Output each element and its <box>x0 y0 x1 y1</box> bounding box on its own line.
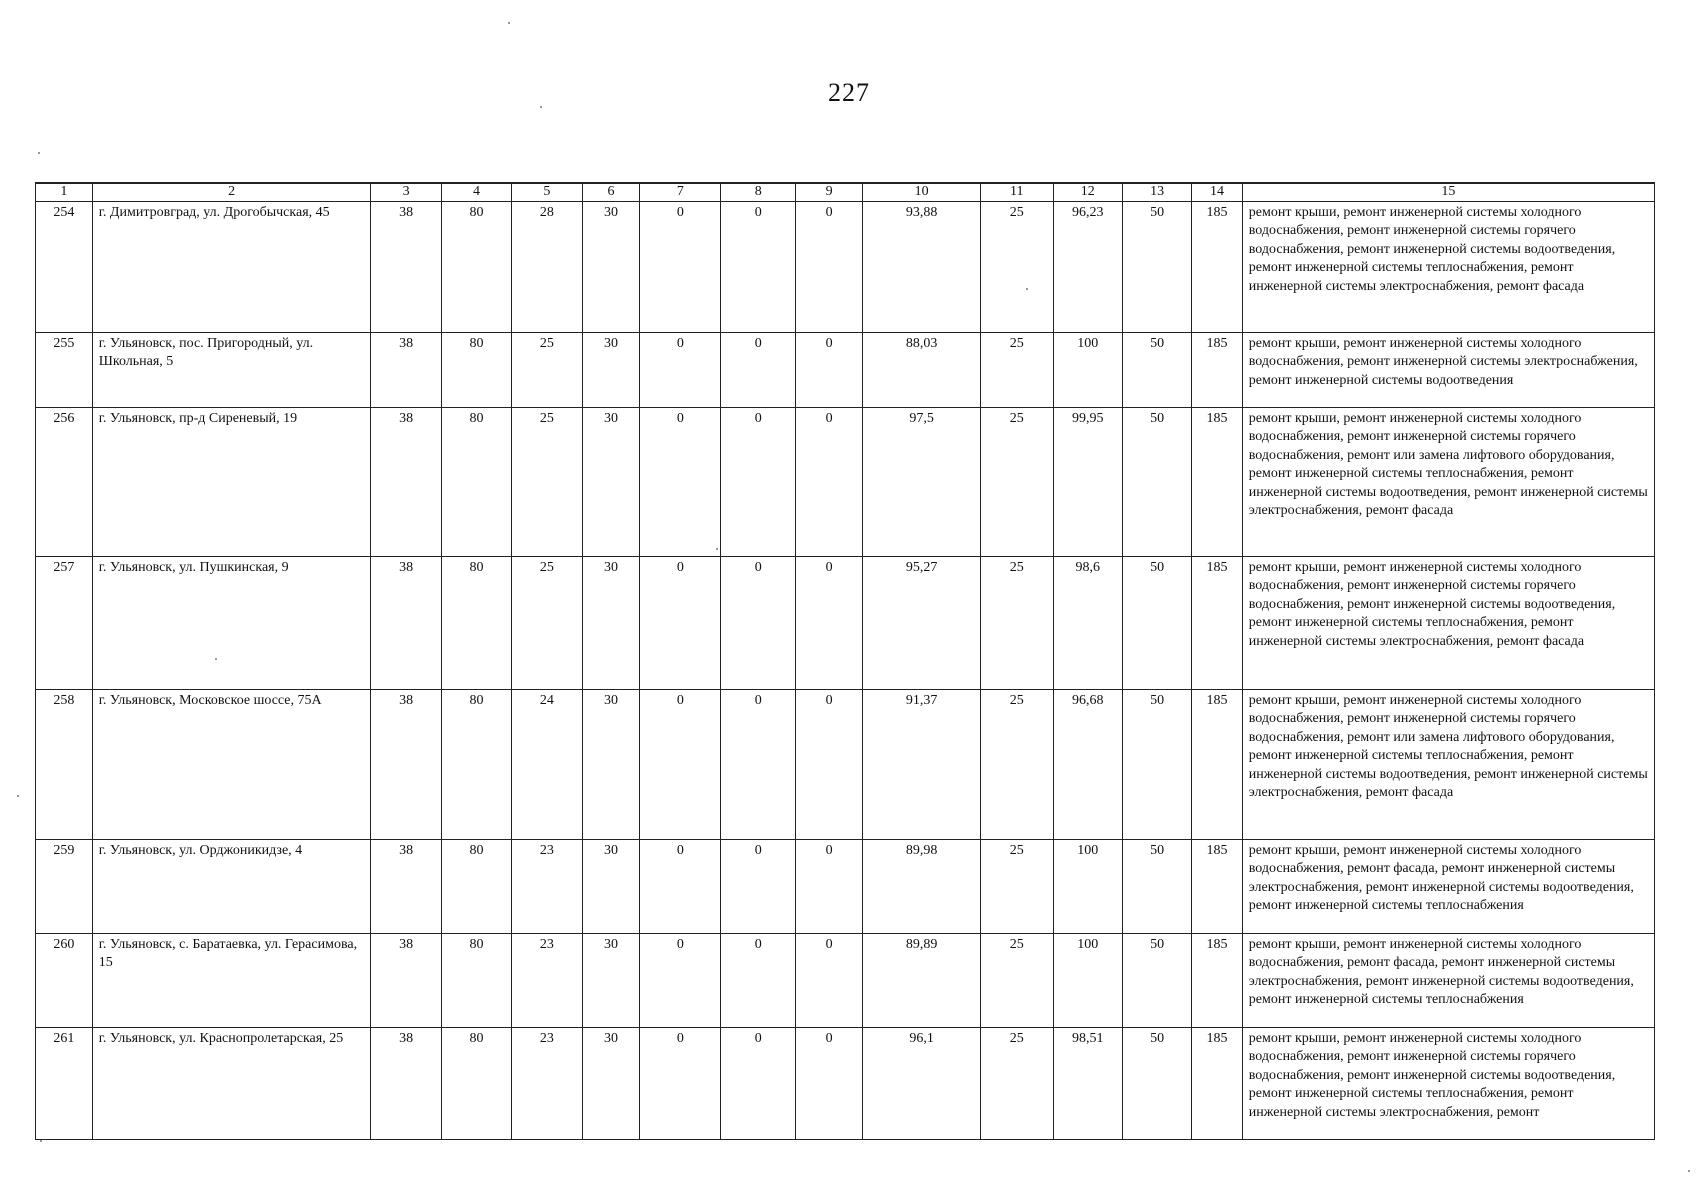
col-12: 96,68 <box>1053 690 1122 840</box>
works-list: ремонт крыши, ремонт инженерной системы холодного водоснабжения, ремонт фасада, ремонт инженерной системы электроснабжения, ремонт инженерной системы водоотведения, ремонт инженерной системы теплоснабжения <box>1242 934 1654 1028</box>
column-header: 8 <box>721 183 796 202</box>
col-8: 0 <box>721 840 796 934</box>
col-9: 0 <box>796 333 863 408</box>
works-list: ремонт крыши, ремонт инженерной системы холодного водоснабжения, ремонт фасада, ремонт инженерной системы электроснабжения, ремонт инженерной системы водоотведения, ремонт инженерной системы теплоснабжения <box>1242 840 1654 934</box>
col-7: 0 <box>640 690 721 840</box>
column-header: 11 <box>981 183 1054 202</box>
col-11: 25 <box>981 408 1054 557</box>
col-7: 0 <box>640 1028 721 1140</box>
col-14: 185 <box>1192 840 1242 934</box>
col-8: 0 <box>721 202 796 333</box>
column-number-row <box>36 183 1655 202</box>
scan-speck <box>40 1140 42 1142</box>
col-14: 185 <box>1192 408 1242 557</box>
col-12: 98,6 <box>1053 557 1122 690</box>
table-row <box>36 1028 1655 1140</box>
column-header: 12 <box>1053 183 1122 202</box>
col-11: 25 <box>981 840 1054 934</box>
table-body <box>36 202 1655 1140</box>
works-list: ремонт крыши, ремонт инженерной системы холодного водоснабжения, ремонт инженерной системы горячего водоснабжения, ремонт инженерной системы водоотведения, ремонт инженерной системы теплоснабжения, ремонт инженерной системы электроснабжения, ремонт фасада <box>1242 557 1654 690</box>
table-row <box>36 408 1655 557</box>
col-8: 0 <box>721 1028 796 1140</box>
col-10: 97,5 <box>863 408 981 557</box>
repair-register-table <box>35 182 1655 1140</box>
col-3: 38 <box>371 934 441 1028</box>
col-12: 100 <box>1053 934 1122 1028</box>
col-6: 30 <box>582 1028 640 1140</box>
col-5: 23 <box>512 840 582 934</box>
col-9: 0 <box>796 934 863 1028</box>
col-5: 28 <box>512 202 582 333</box>
col-4: 80 <box>441 1028 511 1140</box>
col-5: 25 <box>512 557 582 690</box>
col-4: 80 <box>441 934 511 1028</box>
scan-speck <box>540 106 542 108</box>
column-header: 6 <box>582 183 640 202</box>
scan-speck <box>38 152 40 154</box>
col-4: 80 <box>441 557 511 690</box>
col-7: 0 <box>640 557 721 690</box>
col-5: 24 <box>512 690 582 840</box>
col-5: 23 <box>512 934 582 1028</box>
column-header: 10 <box>863 183 981 202</box>
col-12: 100 <box>1053 333 1122 408</box>
table-row <box>36 333 1655 408</box>
address: г. Ульяновск, Московское шоссе, 75А <box>92 690 371 840</box>
address: г. Ульяновск, ул. Краснопролетарская, 25 <box>92 1028 371 1140</box>
col-8: 0 <box>721 690 796 840</box>
col-11: 25 <box>981 557 1054 690</box>
col-4: 80 <box>441 333 511 408</box>
col-8: 0 <box>721 934 796 1028</box>
col-4: 80 <box>441 840 511 934</box>
col-11: 25 <box>981 690 1054 840</box>
col-5: 25 <box>512 333 582 408</box>
row-number: 259 <box>36 840 93 934</box>
col-13: 50 <box>1122 934 1191 1028</box>
col-13: 50 <box>1122 1028 1191 1140</box>
row-number: 255 <box>36 333 93 408</box>
col-13: 50 <box>1122 333 1191 408</box>
row-number: 257 <box>36 557 93 690</box>
col-3: 38 <box>371 202 441 333</box>
scan-speck <box>508 22 510 24</box>
col-7: 0 <box>640 333 721 408</box>
col-14: 185 <box>1192 333 1242 408</box>
col-7: 0 <box>640 408 721 557</box>
col-8: 0 <box>721 408 796 557</box>
row-number: 261 <box>36 1028 93 1140</box>
scan-speck <box>17 795 19 797</box>
address: г. Ульяновск, пос. Пригородный, ул. Школьная, 5 <box>92 333 371 408</box>
row-number: 260 <box>36 934 93 1028</box>
column-header: 13 <box>1122 183 1191 202</box>
col-6: 30 <box>582 690 640 840</box>
scan-speck <box>716 548 718 550</box>
address: г. Димитровград, ул. Дрогобычская, 45 <box>92 202 371 333</box>
col-7: 0 <box>640 934 721 1028</box>
col-5: 23 <box>512 1028 582 1140</box>
col-6: 30 <box>582 202 640 333</box>
col-9: 0 <box>796 1028 863 1140</box>
col-12: 99,95 <box>1053 408 1122 557</box>
col-10: 95,27 <box>863 557 981 690</box>
col-8: 0 <box>721 557 796 690</box>
col-3: 38 <box>371 557 441 690</box>
col-4: 80 <box>441 690 511 840</box>
column-header: 1 <box>36 183 93 202</box>
col-9: 0 <box>796 202 863 333</box>
col-10: 89,89 <box>863 934 981 1028</box>
col-6: 30 <box>582 408 640 557</box>
col-10: 89,98 <box>863 840 981 934</box>
column-header: 14 <box>1192 183 1242 202</box>
col-13: 50 <box>1122 557 1191 690</box>
col-9: 0 <box>796 690 863 840</box>
address: г. Ульяновск, ул. Пушкинская, 9 <box>92 557 371 690</box>
scan-speck <box>215 658 217 660</box>
scan-speck <box>1688 1170 1690 1172</box>
col-13: 50 <box>1122 202 1191 333</box>
col-12: 100 <box>1053 840 1122 934</box>
col-11: 25 <box>981 202 1054 333</box>
col-14: 185 <box>1192 934 1242 1028</box>
col-3: 38 <box>371 690 441 840</box>
row-number: 256 <box>36 408 93 557</box>
row-number: 258 <box>36 690 93 840</box>
col-13: 50 <box>1122 690 1191 840</box>
col-7: 0 <box>640 840 721 934</box>
col-9: 0 <box>796 557 863 690</box>
col-9: 0 <box>796 408 863 557</box>
col-5: 25 <box>512 408 582 557</box>
works-list: ремонт крыши, ремонт инженерной системы холодного водоснабжения, ремонт инженерной системы горячего водоснабжения, ремонт или замена лифтового оборудования, ремонт инженерной системы теплоснабжения, ремонт инженерной системы водоотведения, ремонт инженерной системы электроснабжения, ремонт фасада <box>1242 408 1654 557</box>
col-3: 38 <box>371 408 441 557</box>
col-4: 80 <box>441 202 511 333</box>
col-10: 88,03 <box>863 333 981 408</box>
table-row <box>36 202 1655 333</box>
table-row <box>36 557 1655 690</box>
column-header: 3 <box>371 183 441 202</box>
page-number: 227 <box>828 78 870 107</box>
works-list: ремонт крыши, ремонт инженерной системы холодного водоснабжения, ремонт инженерной системы горячего водоснабжения, ремонт инженерной системы водоотведения, ремонт инженерной системы теплоснабжения, ремонт инженерной системы электроснабжения, ремонт фасада <box>1242 202 1654 333</box>
works-list: ремонт крыши, ремонт инженерной системы холодного водоснабжения, ремонт инженерной системы горячего водоснабжения, ремонт или замена лифтового оборудования, ремонт инженерной системы теплоснабжения, ремонт инженерной системы водоотведения, ремонт инженерной системы электроснабжения, ремонт фасада <box>1242 690 1654 840</box>
col-14: 185 <box>1192 1028 1242 1140</box>
col-9: 0 <box>796 840 863 934</box>
scan-speck <box>1026 288 1028 290</box>
col-14: 185 <box>1192 557 1242 690</box>
works-list: ремонт крыши, ремонт инженерной системы холодного водоснабжения, ремонт инженерной системы электроснабжения, ремонт инженерной системы водоотведения <box>1242 333 1654 408</box>
col-13: 50 <box>1122 408 1191 557</box>
col-11: 25 <box>981 934 1054 1028</box>
col-11: 25 <box>981 1028 1054 1140</box>
column-header: 2 <box>92 183 371 202</box>
col-12: 98,51 <box>1053 1028 1122 1140</box>
table-row <box>36 934 1655 1028</box>
column-header: 5 <box>512 183 582 202</box>
column-header: 15 <box>1242 183 1654 202</box>
address: г. Ульяновск, с. Баратаевка, ул. Герасимова, 15 <box>92 934 371 1028</box>
col-6: 30 <box>582 557 640 690</box>
address: г. Ульяновск, ул. Орджоникидзе, 4 <box>92 840 371 934</box>
col-14: 185 <box>1192 690 1242 840</box>
column-header: 7 <box>640 183 721 202</box>
col-6: 30 <box>582 934 640 1028</box>
column-header: 4 <box>441 183 511 202</box>
table-row <box>36 840 1655 934</box>
col-13: 50 <box>1122 840 1191 934</box>
col-10: 93,88 <box>863 202 981 333</box>
col-11: 25 <box>981 333 1054 408</box>
col-10: 91,37 <box>863 690 981 840</box>
col-8: 0 <box>721 333 796 408</box>
col-14: 185 <box>1192 202 1242 333</box>
col-3: 38 <box>371 333 441 408</box>
col-3: 38 <box>371 1028 441 1140</box>
row-number: 254 <box>36 202 93 333</box>
works-list: ремонт крыши, ремонт инженерной системы холодного водоснабжения, ремонт инженерной системы горячего водоснабжения, ремонт инженерной системы водоотведения, ремонт инженерной системы теплоснабжения, ремонт инженерной системы электроснабжения, ремонт <box>1242 1028 1654 1140</box>
col-10: 96,1 <box>863 1028 981 1140</box>
column-header: 9 <box>796 183 863 202</box>
table-row <box>36 690 1655 840</box>
address: г. Ульяновск, пр-д Сиреневый, 19 <box>92 408 371 557</box>
col-4: 80 <box>441 408 511 557</box>
col-7: 0 <box>640 202 721 333</box>
col-6: 30 <box>582 333 640 408</box>
col-12: 96,23 <box>1053 202 1122 333</box>
col-3: 38 <box>371 840 441 934</box>
col-6: 30 <box>582 840 640 934</box>
